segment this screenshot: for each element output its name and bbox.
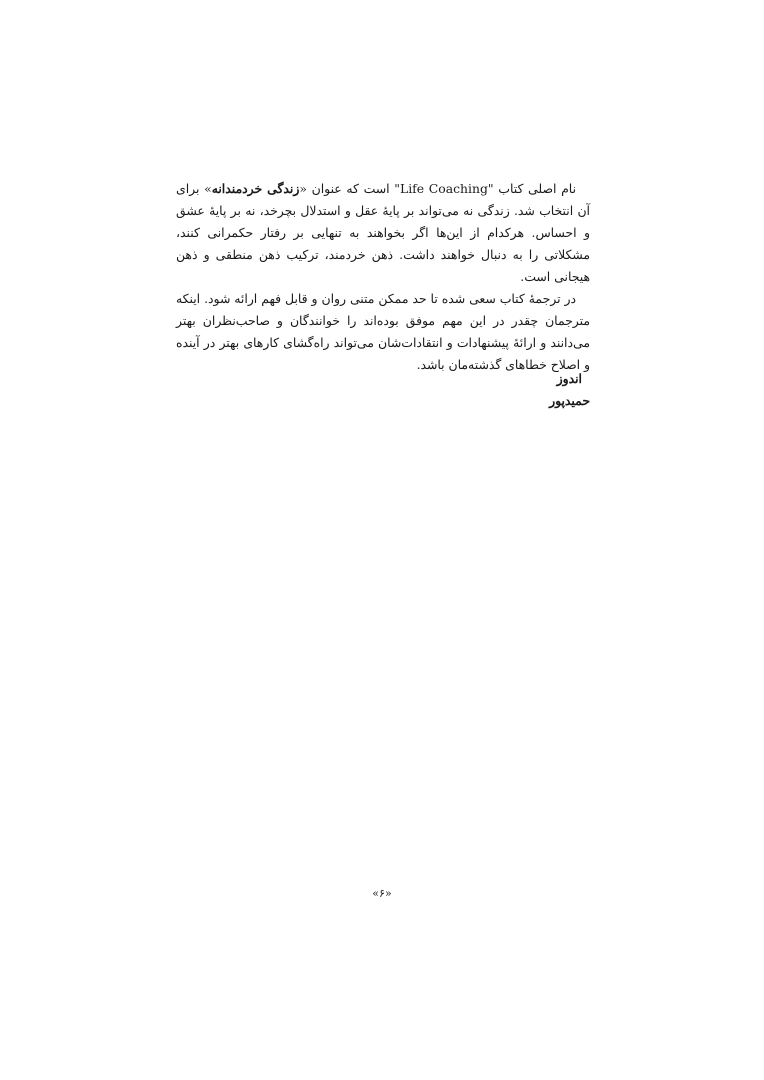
- body-text: [176, 178, 590, 376]
- page-number: «۶»: [372, 887, 392, 900]
- signature-name-1: اندوز: [556, 371, 582, 386]
- paragraph-1: [176, 178, 590, 288]
- paragraph-2: در ترجمهٔ کتاب سعی شده تا حد ممکن متنی روان و قابل فهم ارائه شود. اینکه مترجمان چقدر در این مهم موفق بوده‌اند را خوانندگان و صاحب‌نظران بهتر می‌دانند و ارائهٔ پیشنهادات و انتقادات‌شان می‌تواند راه‌گشای کارهای بهتر در آینده و اصلاح خطاهای گذشته‌مان باشد.: [176, 291, 590, 372]
- signature-name-2: حمیدپور: [549, 393, 590, 408]
- signature-block: [176, 368, 590, 412]
- book-title-emphasis: زندگی خردمندانه: [211, 181, 300, 196]
- paragraph-1-part-1: نام اصلی کتاب "Life Coaching" است که عنوان «: [299, 181, 577, 196]
- paragraph-1-part-2: » برای آن انتخاب شد. زندگی نه می‌تواند بر پایهٔ عقل و استدلال بچرخد، نه بر پایهٔ عشق و احساس. هرکدام از این‌ها اگر بخواهند به تنهایی بر رفتار حکمرانی کنند، مشکلاتی را به دنبال خواهند داشت. ذهن خردمند، ترکیب ذهن منطقی و ذهن هیجانی است.: [176, 181, 590, 284]
